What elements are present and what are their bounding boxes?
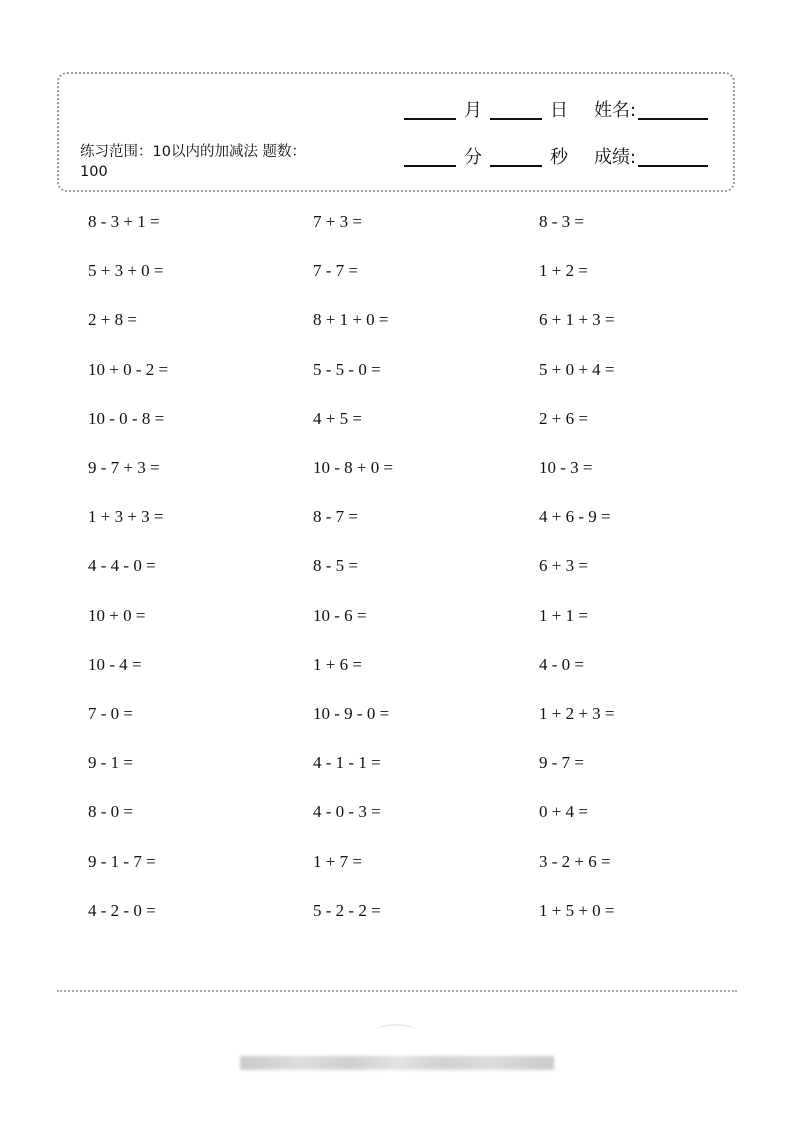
problem-item: 10 - 0 - 8 = [88, 408, 165, 428]
problem-item: 4 - 2 - 0 = [88, 900, 156, 920]
problem-item: 10 - 6 = [313, 605, 367, 625]
problem-item: 10 - 4 = [88, 654, 142, 674]
problem-item: 5 + 3 + 0 = [88, 261, 164, 281]
worksheet-header [57, 72, 735, 192]
problem-item: 9 - 1 = [88, 753, 133, 773]
problem-item: 8 - 3 = [539, 212, 584, 231]
footer-divider [57, 990, 737, 992]
problem-item: 1 + 5 + 0 = [539, 900, 615, 920]
problem-item: 10 + 0 = [88, 605, 146, 625]
problem-item: 4 + 5 = [313, 408, 362, 428]
problem-item: 8 - 0 = [88, 802, 133, 822]
problem-item: 1 + 6 = [313, 654, 362, 674]
problem-item: 4 - 0 = [539, 654, 584, 674]
minute-blank[interactable] [404, 164, 456, 167]
problem-item: 10 - 9 - 0 = [313, 704, 390, 723]
problem-item: 10 - 8 + 0 = [313, 458, 394, 477]
problem-item: 1 + 7 = [313, 851, 362, 871]
problem-item: 7 - 0 = [88, 704, 133, 723]
time-score-row [404, 147, 708, 169]
problem-item: 5 + 0 + 4 = [539, 359, 615, 379]
problem-item: 3 - 2 + 6 = [539, 851, 611, 871]
problem-item: 7 - 7 = [313, 261, 358, 281]
second-blank[interactable] [490, 164, 542, 167]
problem-item: 0 + 4 = [539, 802, 588, 822]
date-name-row [404, 100, 708, 122]
problem-item: 2 + 8 = [88, 310, 137, 330]
problem-item: 1 + 3 + 3 = [88, 507, 164, 527]
problem-item: 9 - 7 + 3 = [88, 458, 160, 477]
problem-item: 8 - 7 = [313, 507, 358, 527]
score-label: 成绩: [594, 147, 637, 168]
problem-item: 8 - 3 + 1 = [88, 212, 160, 231]
problem-item: 10 + 0 - 2 = [88, 359, 169, 379]
minute-label: 分 [464, 147, 482, 168]
problem-item: 6 + 3 = [539, 556, 588, 576]
problem-item: 4 + 6 - 9 = [539, 507, 611, 527]
problem-item: 8 - 5 = [313, 556, 358, 576]
problem-item: 1 + 1 = [539, 605, 588, 625]
problem-item: 9 - 1 - 7 = [88, 851, 156, 871]
problem-item: 10 - 3 = [539, 458, 593, 477]
name-label: 姓名: [594, 100, 637, 121]
problem-item: 5 - 5 - 0 = [313, 359, 381, 379]
problem-item: 4 - 1 - 1 = [313, 753, 381, 773]
score-blank[interactable] [638, 164, 708, 167]
problem-item: 9 - 7 = [539, 753, 584, 773]
problem-item: 5 - 2 - 2 = [313, 900, 381, 920]
problem-item: 4 - 4 - 0 = [88, 556, 156, 576]
day-blank[interactable] [490, 117, 542, 120]
month-blank[interactable] [404, 117, 456, 120]
footer-blurred-text [240, 1056, 554, 1070]
problem-item: 6 + 1 + 3 = [539, 310, 615, 330]
problem-item: 2 + 6 = [539, 408, 588, 428]
problem-item: 8 + 1 + 0 = [313, 310, 389, 330]
problem-item: 7 + 3 = [313, 212, 362, 231]
problem-item: 4 - 0 - 3 = [313, 802, 381, 822]
name-blank[interactable] [638, 117, 708, 120]
day-label: 日 [550, 100, 568, 121]
practice-scope-text: 练习范围：10以内的加减法 题数：100 [80, 144, 307, 180]
month-label: 月 [464, 100, 482, 121]
second-label: 秒 [550, 147, 568, 168]
footer-watermark-arc [376, 1024, 416, 1036]
problem-item: 1 + 2 = [539, 261, 588, 281]
problem-item: 1 + 2 + 3 = [539, 704, 615, 723]
